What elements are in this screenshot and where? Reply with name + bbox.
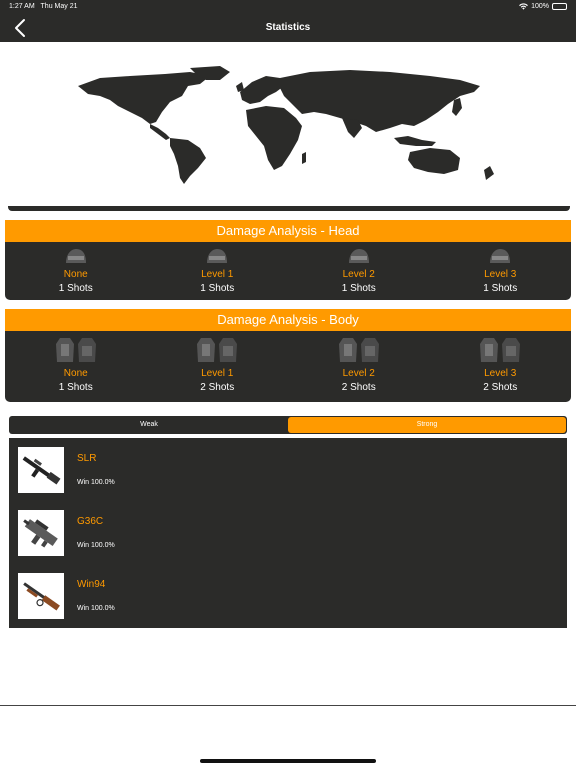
vest-front-icon xyxy=(55,336,75,364)
weapon-win-rate: Win 100.0% xyxy=(77,479,115,486)
head-analysis-body xyxy=(5,242,571,300)
battery-icon xyxy=(552,3,567,10)
status-time: 1:27 AM Thu May 21 xyxy=(9,3,78,10)
nav-bar xyxy=(0,14,576,42)
weak-strong-segmented-control xyxy=(9,416,567,434)
vest-icons xyxy=(479,336,521,366)
vest-icons xyxy=(55,336,97,366)
head-cell-level-2 xyxy=(288,247,430,300)
head-shots-label: 1 Shots xyxy=(483,283,518,294)
head-analysis-title: Damage Analysis - Head xyxy=(5,220,571,242)
weapon-win-rate: Win 100.0% xyxy=(77,542,115,549)
battery-percent: 100% xyxy=(531,3,549,10)
vest-back-icon xyxy=(360,336,380,364)
bottom-divider xyxy=(0,705,576,706)
head-level-label: None xyxy=(63,269,88,280)
head-analysis-panel xyxy=(5,220,571,300)
body-shots-label: 1 Shots xyxy=(58,382,93,393)
body-analysis-panel xyxy=(5,309,571,402)
list-item[interactable] xyxy=(18,447,538,493)
weapon-list xyxy=(9,438,567,628)
helmet-icon xyxy=(205,247,229,267)
segment-strong[interactable]: Strong xyxy=(288,417,566,433)
body-cell-level-3 xyxy=(430,336,572,402)
vest-front-icon xyxy=(196,336,216,364)
body-level-label: Level 1 xyxy=(201,368,234,379)
segment-weak[interactable]: Weak xyxy=(140,421,158,428)
head-cell-none xyxy=(5,247,147,300)
head-shots-label: 1 Shots xyxy=(200,283,235,294)
vest-back-icon xyxy=(501,336,521,364)
vest-back-icon xyxy=(218,336,238,364)
vest-back-icon xyxy=(77,336,97,364)
home-indicator[interactable] xyxy=(200,759,376,763)
weapon-name: G36C xyxy=(77,516,104,527)
rifle-icon xyxy=(18,447,64,493)
body-cell-level-2 xyxy=(288,336,430,402)
body-cell-level-1 xyxy=(147,336,289,402)
helmet-icon xyxy=(488,247,512,267)
body-shots-label: 2 Shots xyxy=(200,382,235,393)
list-item[interactable] xyxy=(18,510,538,556)
vest-front-icon xyxy=(479,336,499,364)
helmet-icon xyxy=(347,247,371,267)
body-analysis-body xyxy=(5,331,571,402)
assault-rifle-icon xyxy=(18,510,64,556)
weapon-name: SLR xyxy=(77,453,97,464)
weapon-win-rate: Win 100.0% xyxy=(77,605,115,612)
list-item[interactable] xyxy=(18,573,538,619)
head-level-label: Level 1 xyxy=(201,269,234,280)
map-divider xyxy=(8,206,570,211)
body-shots-label: 2 Shots xyxy=(341,382,376,393)
lever-rifle-icon xyxy=(18,573,64,619)
head-cell-level-3 xyxy=(430,247,572,300)
page-title: Statistics xyxy=(265,22,311,33)
head-level-label: Level 3 xyxy=(484,269,517,280)
vest-icons xyxy=(196,336,238,366)
head-shots-label: 1 Shots xyxy=(341,283,376,294)
head-level-label: Level 2 xyxy=(342,269,375,280)
world-map-icon xyxy=(70,66,506,184)
body-level-label: None xyxy=(63,368,88,379)
status-bar xyxy=(0,0,576,14)
helmet-icon xyxy=(64,247,88,267)
status-right xyxy=(519,3,567,10)
vest-front-icon xyxy=(338,336,358,364)
vest-icons xyxy=(338,336,380,366)
head-shots-label: 1 Shots xyxy=(58,283,93,294)
body-shots-label: 2 Shots xyxy=(483,382,518,393)
body-level-label: Level 3 xyxy=(484,368,517,379)
body-analysis-title: Damage Analysis - Body xyxy=(5,309,571,331)
body-cell-none xyxy=(5,336,147,402)
head-cell-level-1 xyxy=(147,247,289,300)
weapon-name: Win94 xyxy=(77,579,106,590)
wifi-icon xyxy=(519,3,528,10)
body-level-label: Level 2 xyxy=(342,368,375,379)
